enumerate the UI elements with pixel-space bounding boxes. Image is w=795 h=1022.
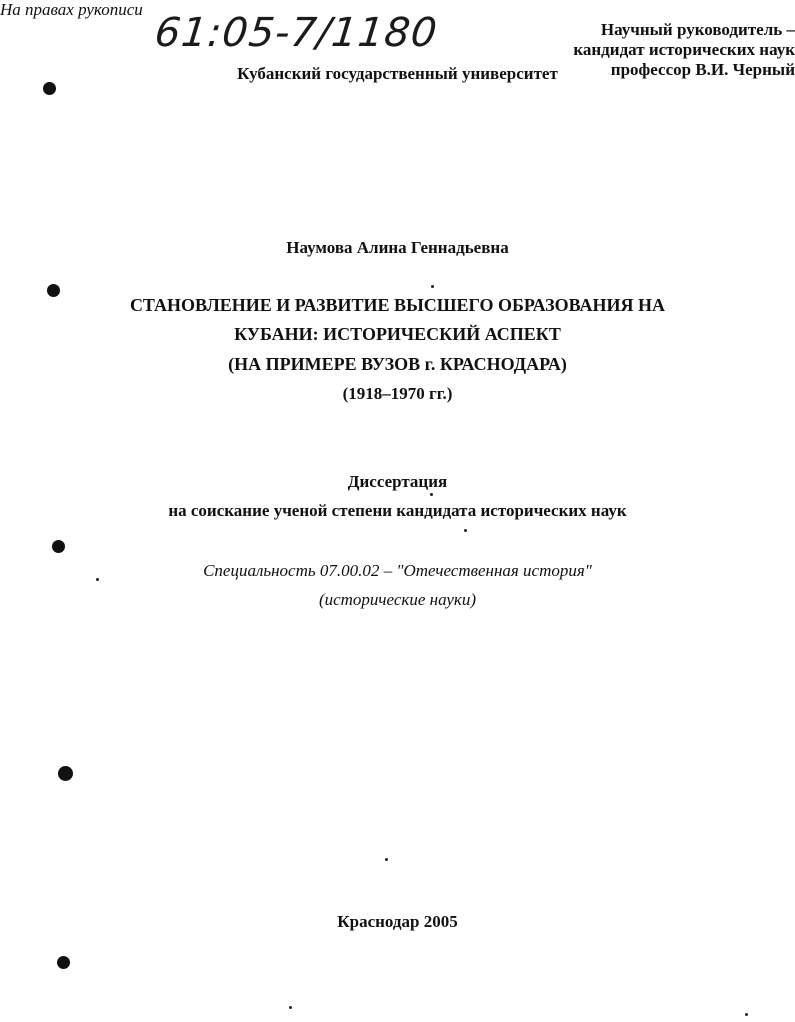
rights-note: На правах рукописи	[0, 0, 143, 19]
supervisor-degree: кандидат исторических наук	[573, 40, 795, 59]
punch-hole-icon	[52, 540, 65, 553]
work-type-label: Диссертация	[347, 472, 448, 491]
title-line-2: КУБАНИ: ИСТОРИЧЕСКИЙ АСПЕКТ	[234, 324, 561, 344]
scan-speck	[464, 529, 467, 532]
scan-speck	[96, 578, 99, 581]
title-line-1: СТАНОВЛЕНИЕ И РАЗВИТИЕ ВЫСШЕГО ОБРАЗОВАНИЯ НА	[129, 295, 666, 315]
punch-hole-icon	[57, 956, 70, 969]
punch-hole-icon	[43, 82, 56, 95]
title-years: (1918–1970 гг.)	[342, 384, 453, 403]
supervisor-title: Научный руководитель –	[600, 20, 795, 39]
scan-speck	[289, 1006, 292, 1009]
degree-line: на соискание ученой степени кандидата исторических наук	[168, 501, 627, 520]
city-year: Краснодар 2005	[337, 912, 458, 931]
scan-speck	[745, 1013, 748, 1016]
scan-speck	[430, 493, 433, 496]
punch-hole-icon	[58, 766, 73, 781]
university-name: Кубанский государственный университет	[237, 64, 558, 83]
author-name: Наумова Алина Геннадьевна	[286, 238, 509, 257]
specialty-field: (исторические науки)	[318, 590, 477, 609]
supervisor-name: профессор В.И. Черный	[610, 60, 795, 79]
punch-hole-icon	[47, 284, 60, 297]
handwritten-archive-number: 61:05-7/1180	[152, 10, 440, 56]
scan-speck	[431, 285, 434, 288]
specialty-line: Специальность 07.00.02 – "Отечественная история"	[203, 561, 592, 580]
title-line-3: (НА ПРИМЕРЕ ВУЗОВ г. КРАСНОДАРА)	[228, 354, 567, 374]
scan-speck	[385, 858, 388, 861]
